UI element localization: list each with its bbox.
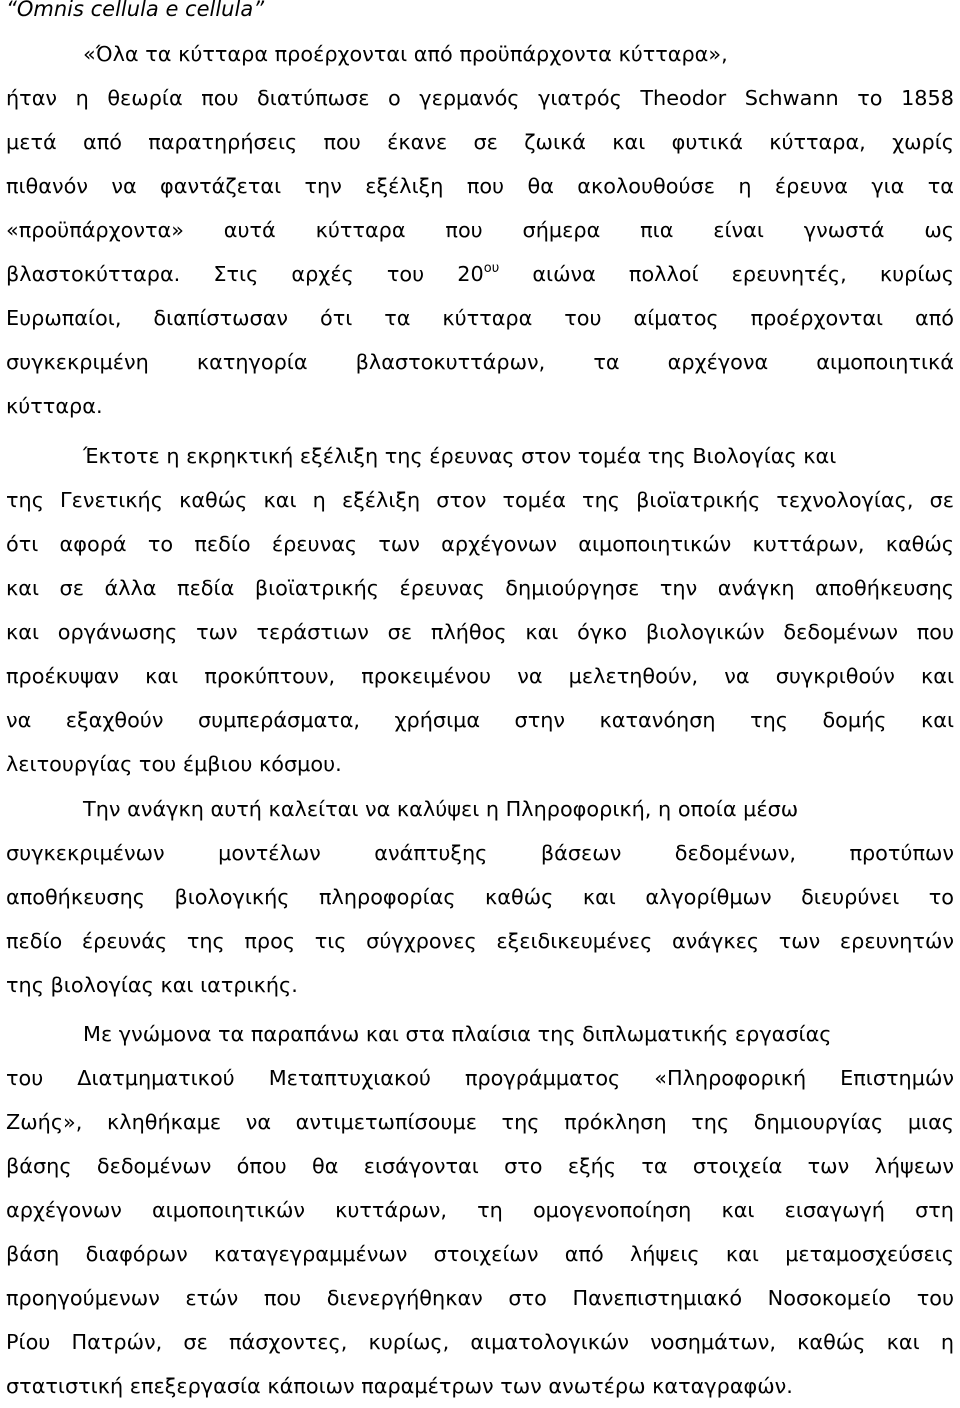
paragraph-line: βάση διαφόρων καταγεγραμμένων στοιχείων από λήψεις και μεταμοσχεύσεις: [6, 1242, 954, 1266]
paragraph-line: ήταν η θεωρία που διατύπωσε ο γερμανός γιατρός Theodor Schwann το 1858: [6, 86, 954, 110]
paragraph-line: Την ανάγκη αυτή καλείται να καλύψει η Πληροφορική, η οποία μέσω: [83, 797, 799, 821]
line-text: βλαστοκύτταρα. Στις αρχές του 20: [6, 262, 484, 286]
paragraph-4: [6, 1012, 954, 1408]
paragraph-line: Ρίου Πατρών, σε πάσχοντες, κυρίως, αιματολογικών νοσημάτων, καθώς και η: [6, 1330, 954, 1354]
paragraph-line: αρχέγονων αιμοποιητικών κυττάρων, τη ομογενοποίηση και εισαγωγή στη: [6, 1198, 954, 1222]
paragraph-line: Έκτοτε η εκρηκτική εξέλιξη της έρευνας στον τομέα της Βιολογίας και: [83, 444, 837, 468]
paragraph-line: «Όλα τα κύτταρα προέρχονται από προϋπάρχοντα κύτταρα»,: [83, 42, 728, 66]
paragraph-line: πιθανόν να φαντάζεται την εξέλιξη που θα ακολουθούσε η έρευνα για τα: [6, 174, 954, 198]
paragraph-line: Ζωής», κληθήκαμε να αντιμετωπίσουμε της πρόκληση της δημιουργίας μιας: [6, 1110, 954, 1134]
paragraph-line: προέκυψαν και προκύπτουν, προκειμένου να μελετηθούν, να συγκριθούν και: [6, 664, 954, 688]
line-text: αιώνα πολλοί ερευνητές, κυρίως: [499, 262, 955, 286]
paragraph-line: λειτουργίας του έμβιου κόσμου.: [6, 752, 342, 776]
paragraph-line: βάσης δεδομένων όπου θα εισάγονται στο εξής τα στοιχεία των λήψεων: [6, 1154, 954, 1178]
paragraph-line: συγκεκριμένων μοντέλων ανάπτυξης βάσεων δεδομένων, προτύπων: [6, 841, 954, 865]
paragraph-line: και σε άλλα πεδία βιοϊατρικής έρευνας δημιούργησε την ανάγκη αποθήκευσης: [6, 576, 954, 600]
paragraph-1: [6, 32, 954, 428]
paragraph-line: προηγούμενων ετών που διενεργήθηκαν στο Πανεπιστημιακό Νοσοκομείο του: [6, 1286, 954, 1310]
paragraph-line: της βιολογίας και ιατρικής.: [6, 973, 298, 997]
paragraph-line: και οργάνωσης των τεράστιων σε πλήθος και όγκο βιολογικών δεδομένων που: [6, 620, 954, 644]
ordinal-superscript: ου: [483, 261, 500, 276]
epigraph: “Omnis cellula e cellula”: [6, 0, 265, 21]
paragraph-2: [6, 434, 954, 786]
paragraph-line: της Γενετικής καθώς και η εξέλιξη στον τομέα της βιοϊατρικής τεχνολογίας, σε: [6, 488, 954, 512]
paragraph-line: [6, 252, 954, 296]
paragraph-line: Ευρωπαίοι, διαπίστωσαν ότι τα κύτταρα του αίματος προέρχονται από: [6, 306, 954, 330]
paragraph-line: «προϋπάρχοντα» αυτά κύτταρα που σήμερα πια είναι γνωστά ως: [6, 218, 954, 242]
paragraph-line: ότι αφορά το πεδίο έρευνας των αρχέγονων αιμοποιητικών κυττάρων, καθώς: [6, 532, 954, 556]
paragraph-line: Με γνώμονα τα παραπάνω και στα πλαίσια της διπλωματικής εργασίας: [83, 1022, 832, 1046]
paragraph-line: συγκεκριμένη κατηγορία βλαστοκυττάρων, τα αρχέγονα αιμοποιητικά: [6, 350, 954, 374]
paragraph-line: κύτταρα.: [6, 394, 103, 418]
paragraph-line: πεδίο έρευνάς της προς τις σύγχρονες εξειδικευμένες ανάγκες των ερευνητών: [6, 929, 954, 953]
paragraph-line: να εξαχθούν συμπεράσματα, χρήσιμα στην κατανόηση της δομής και: [6, 708, 954, 732]
paragraph-line: αποθήκευσης βιολογικής πληροφορίας καθώς και αλγορίθμων διευρύνει το: [6, 885, 954, 909]
paragraph-3: [6, 787, 954, 1007]
paragraph-line: στατιστική επεξεργασία κάποιων παραμέτρων των ανωτέρω καταγραφών.: [6, 1374, 793, 1398]
paragraph-line: μετά από παρατηρήσεις που έκανε σε ζωικά και φυτικά κύτταρα, χωρίς: [6, 130, 954, 154]
paragraph-line: του Διατμηματικού Μεταπτυχιακού προγράμματος «Πληροφορική Επιστημών: [6, 1066, 954, 1090]
